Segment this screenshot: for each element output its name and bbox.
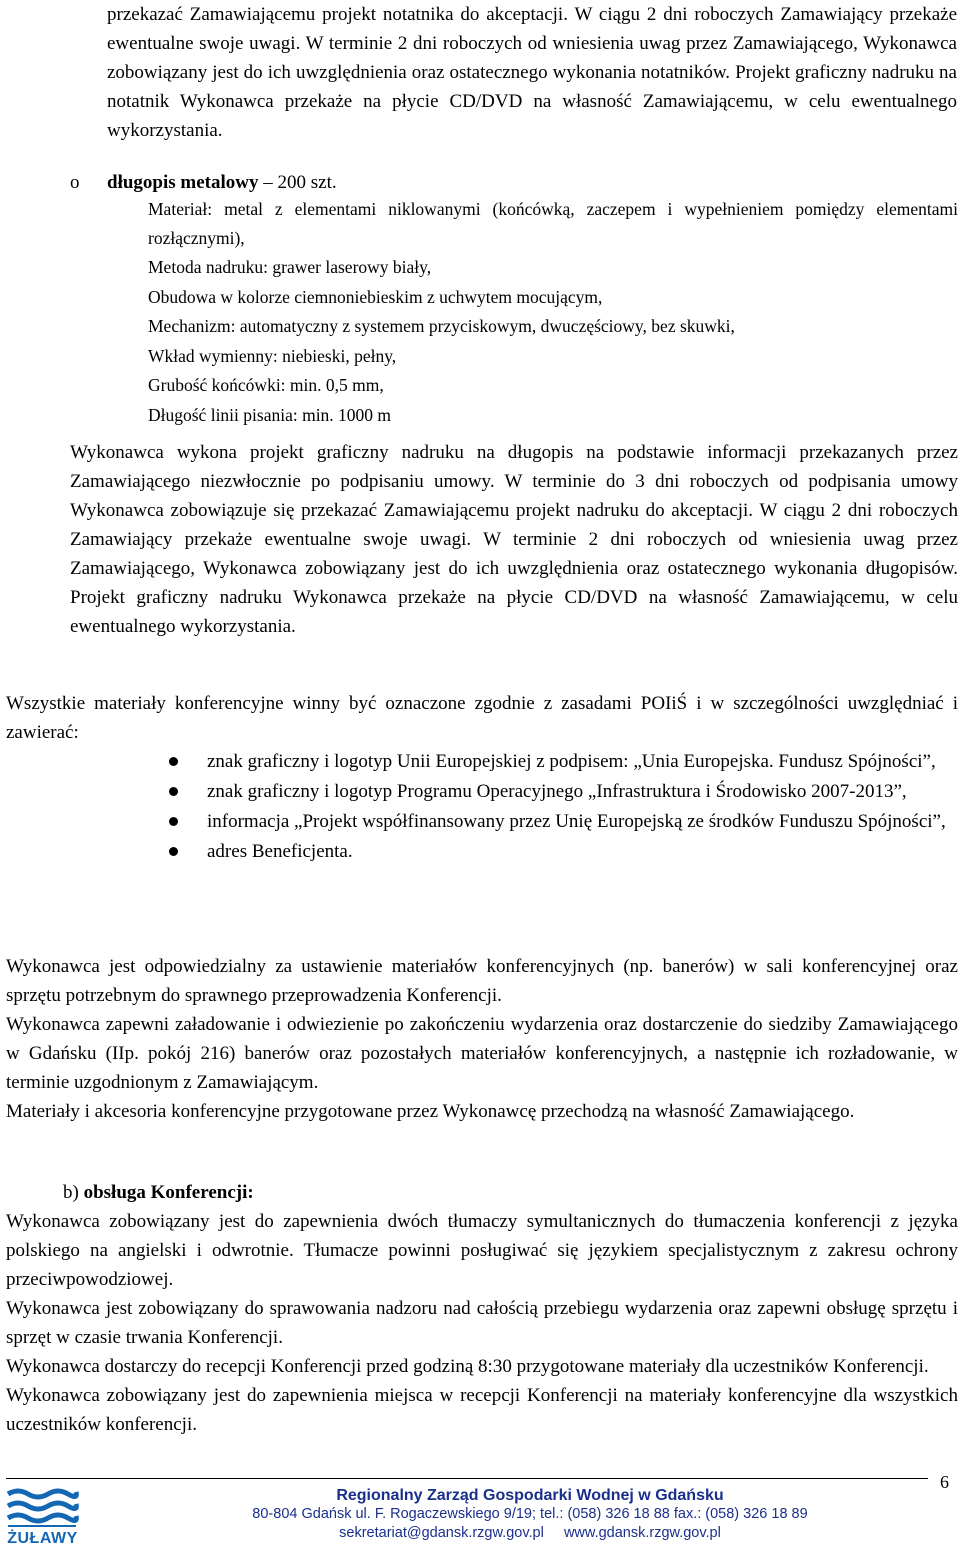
organization-name: Regionalny Zarząd Gospodarki Wodnej w Gdańsku — [336, 1487, 724, 1504]
list-item: adres Beneficjenta. — [165, 837, 958, 866]
paragraph: Wykonawca jest odpowiedzialny za ustawienie materiałów konferencyjnych (np. banerów) w sali konferencyjnej oraz sprzętu potrzebnym do sprawnego przeprowadzenia Konferencji. — [6, 956, 958, 1006]
bullet-dot-icon — [169, 817, 178, 826]
page-number: 6 — [940, 1472, 949, 1492]
circle-bullet: o — [70, 172, 80, 193]
spec-line: Długość linii pisania: min. 1000 m — [148, 404, 392, 425]
paragraph: Wykonawca zapewni załadowanie i odwiezienie po zakończeniu wydarzenia oraz dostarczenie do siedziby Zamawiającego w Gdańsku (IIp. pokój 216) banerów oraz pozostałych materiałów konferencyjnych, a następnie ich rozładowanie, w terminie uzgodnionym z Zamawiającym. — [6, 1014, 958, 1093]
section-heading — [63, 1178, 254, 1207]
materials-bullet-list — [165, 747, 958, 866]
section-prefix: b) — [63, 1182, 84, 1203]
paragraph: Materiały i akcesoria konferencyjne przygotowane przez Wykonawcę przechodzą na własność Zamawiającego. — [6, 1101, 855, 1122]
organization-address: 80-804 Gdańsk ul. F. Rogaczewskiego 9/19; tel.: (058) 326 18 88 fax.: (058) 326 18 89 — [252, 1506, 808, 1522]
notebook-paragraph: przekazać Zamawiającemu projekt notatnika do akceptacji. W ciągu 2 dni roboczych Zamawiający przekaże ewentualne swoje uwagi. W terminie 2 dni roboczych od wniesienia uwag przez Zamawiającego, Wykonawca zobowiązany jest do ich uwzględnienia oraz ostatecznego wykonania notatników. Projekt graficzny nadruku na notatnik Wykonawca przekaże na płycie CD/DVD na własność Zamawiającemu, w celu ewentualnego wykorzystania. — [107, 4, 957, 141]
paragraph: Wykonawca zobowiązany jest do zapewnienia miejsca w recepcji Konferencji na materiały konferencyjne dla wszystkich uczestników konferencji. — [6, 1385, 958, 1435]
pen-item-heading — [70, 168, 770, 197]
footer-info — [140, 1486, 920, 1543]
list-item: informacja „Projekt współfinansowany przez Unię Europejską ze środków Funduszu Spójności”, — [165, 807, 958, 836]
logo-wordmark: ŻUŁAWY — [7, 1530, 78, 1547]
spec-line: Mechanizm: automatyczny z systemem przyciskowym, dwuczęściowy, bez skuwki, — [148, 316, 735, 336]
paragraph: Wykonawca jest zobowiązany do sprawowania nadzoru nad całością przebiegu wydarzenia oraz zapewni obsługę sprzętu i sprzęt w czasie trwania Konferencji. — [6, 1298, 958, 1348]
spec-line: Metoda nadruku: grawer laserowy biały, — [148, 257, 432, 277]
paragraph: Wykonawca zobowiązany jest do zapewnienia dwóch tłumaczy symultanicznych do tłumaczenia konferencji z języka polskiego na angielski i odwrotnie. Tłumacze powinni posługiwać się językiem specjalistycznym z zakresu ochrony przeciwpowodziowej. — [6, 1211, 958, 1290]
list-item: znak graficzny i logotyp Unii Europejskiej z podpisem: „Unia Europejska. Fundusz Spójności”, — [165, 747, 958, 776]
bullet-dot-icon — [169, 847, 178, 856]
spec-line: Obudowa w kolorze ciemnoniebieskim z uchwytem mocującym, — [148, 286, 603, 307]
spec-line: Wkład wymienny: niebieski, pełny, — [148, 345, 397, 366]
spec-line: Grubość końcówki: min. 0,5 mm, — [148, 375, 384, 395]
bullet-dot-icon — [169, 787, 178, 796]
paragraph: Wykonawca dostarczy do recepcji Konferencji przed godziną 8:30 przygotowane materiały dla uczestników Konferencji. — [6, 1356, 929, 1377]
pen-specifications — [148, 195, 958, 430]
materials-paragraphs — [6, 952, 958, 1126]
bullet-dot-icon — [169, 757, 178, 766]
list-item: znak graficzny i logotyp Programu Operacyjnego „Infrastruktura i Środowisko 2007-2013”, — [165, 777, 958, 806]
pen-item-quantity: – 200 szt. — [258, 172, 337, 193]
organization-contact: sekretariat@gdansk.rzgw.gov.pl www.gdansk.rzgw.gov.pl — [339, 1525, 721, 1541]
pen-item-title: długopis metalowy — [107, 172, 259, 193]
spec-line: Materiał: metal z elementami niklowanymi (końcówką, zaczepem i wypełnieniem pomiędzy elementami rozłącznymi), — [148, 199, 958, 248]
footer-divider — [6, 1478, 928, 1479]
section-title: obsługa Konferencji: — [83, 1182, 254, 1203]
materials-intro: Wszystkie materiały konferencyjne winny być oznaczone zgodnie z zasadami POIiŚ i w szczególności uwzględniać i zawierać: — [6, 693, 958, 743]
pen-paragraph: Wykonawca wykona projekt graficzny nadruku na długopis na podstawie informacji przekazanych przez Zamawiającego niezwłocznie po podpisaniu umowy. W terminie do 3 dni roboczych od podpisania umowy Wykonawca zobowiązuje się przekazać Zamawiającemu projekt nadruku do akceptacji. W ciągu 2 dni roboczych Zamawiający przekaże ewentualne swoje uwagi. W terminie 2 dni roboczych od wniesienia uwag przez Zamawiającego, Wykonawca zobowiązany jest do ich uwzględnienia oraz ostatecznego wykonania długopisów. Projekt graficzny nadruku Wykonawca przekaże na płycie CD/DVD na własność Zamawiającemu, w celu ewentualnego wykorzystania. — [70, 442, 958, 637]
service-paragraphs — [6, 1207, 958, 1439]
